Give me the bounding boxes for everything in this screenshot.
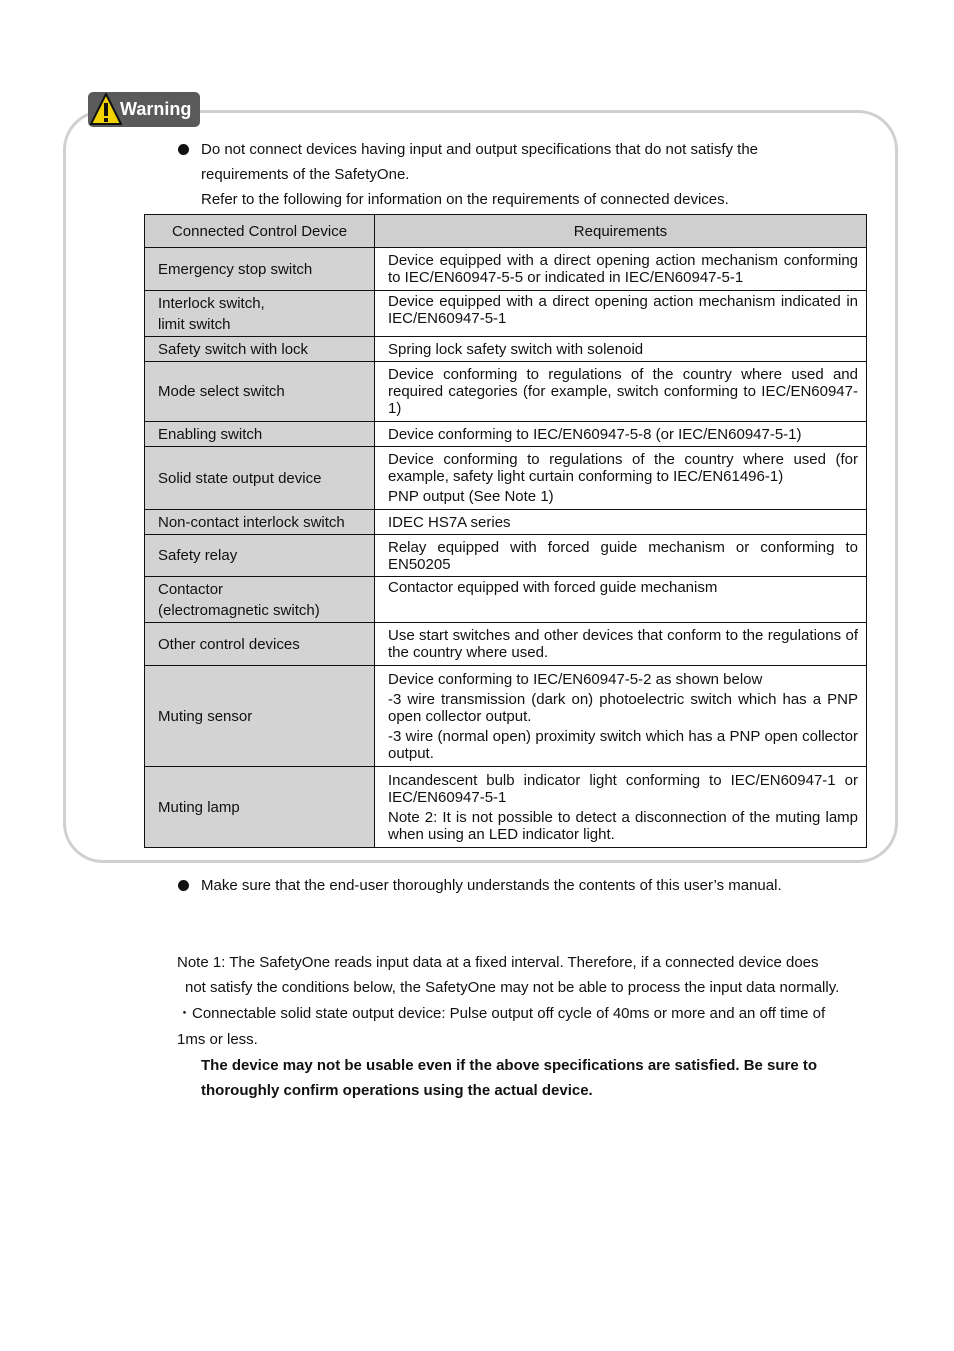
bullet1-line1: Do not connect devices having input and output specifications that do not satisfy the — [201, 141, 759, 158]
requirement-text: Use start switches and other devices that conform to the regulations of the country where used. — [388, 627, 858, 661]
device-text: Contactor — [158, 581, 224, 598]
requirement-cell — [375, 767, 867, 848]
warning-triangle-icon — [90, 93, 122, 126]
requirement-text: IDEC HS7A series — [388, 513, 511, 531]
table-row — [145, 577, 867, 623]
requirement-text: -3 wire (normal open) proximity switch which has a PNP open collector output. — [388, 727, 858, 762]
device-text: Emergency stop switch — [158, 260, 313, 278]
device-text: Muting lamp — [158, 798, 240, 816]
device-cell — [145, 535, 375, 577]
table-row — [145, 623, 867, 666]
requirement-text: Device conforming to IEC/EN60947-5-2 as shown below — [388, 670, 763, 688]
device-text: limit switch — [158, 315, 231, 333]
device-cell — [145, 767, 375, 848]
table-header-row — [145, 215, 867, 248]
requirement-text: Device conforming to regulations of the country where used (for example, safety light curtain conforming to IEC/EN61496-1) — [388, 451, 858, 485]
requirement-text: PNP output (See Note 1) — [388, 488, 554, 505]
device-cell — [145, 291, 375, 337]
bullet2-text: Make sure that the end-user thoroughly understands the contents of this user’s manual. — [201, 877, 782, 894]
requirement-text: Note 2: It is not possible to detect a disconnection of the muting lamp when using an LED indicator light. — [388, 808, 858, 843]
requirement-cell — [375, 535, 867, 577]
warning-badge — [88, 92, 200, 127]
table-row — [145, 362, 867, 422]
table-row — [145, 422, 867, 447]
requirement-cell — [375, 362, 867, 422]
requirement-text: Relay equipped with forced guide mechanism or conforming to EN50205 — [388, 538, 858, 573]
device-cell — [145, 362, 375, 422]
table-row — [145, 447, 867, 510]
requirement-text: -3 wire transmission (dark on) photoelectric switch which has a PNP open collector output. — [388, 690, 858, 725]
device-text: Non-contact interlock switch — [158, 513, 345, 531]
note1-line1: Note 1: The SafetyOne reads input data at a fixed interval. Therefore, if a connected device does — [177, 954, 819, 971]
device-cell — [145, 447, 375, 510]
requirement-cell — [375, 623, 867, 666]
note1-line3: ・Connectable solid state output device: Pulse output off cycle of 40ms or more and an off time of — [177, 1005, 826, 1022]
device-text: Enabling switch — [158, 425, 263, 443]
device-cell — [145, 248, 375, 291]
requirement-cell — [375, 577, 867, 623]
requirement-text: Device conforming to IEC/EN60947-5-8 (or IEC/EN60947-5-1) — [388, 425, 802, 443]
requirement-text: Device conforming to regulations of the country where used and required categories (for example, switch conforming to IEC/EN60947-1) — [388, 366, 858, 417]
device-text: Mode select switch — [158, 383, 285, 400]
device-text: Solid state output device — [158, 469, 322, 487]
requirement-cell — [375, 447, 867, 510]
note1-line2: not satisfy the conditions below, the SafetyOne may not be able to process the input data normally. — [185, 979, 840, 996]
note1-line4: 1ms or less. — [177, 1031, 258, 1048]
warning-label: Warning — [120, 99, 192, 119]
device-cell — [145, 577, 375, 623]
device-text: Interlock switch, — [158, 294, 265, 312]
table-row — [145, 666, 867, 767]
device-cell — [145, 337, 375, 362]
table-row — [145, 337, 867, 362]
table-row — [145, 510, 867, 535]
device-text: Other control devices — [158, 635, 300, 653]
table-row — [145, 535, 867, 577]
device-cell — [145, 510, 375, 535]
requirements-table — [144, 214, 867, 848]
bold-caution: The device may not be usable even if the above specifications are satisfied. Be sure to thoroughly confirm operations using the actual device. — [201, 1057, 818, 1099]
requirement-cell — [375, 291, 867, 337]
requirement-cell — [375, 337, 867, 362]
requirement-text: Device equipped with a direct opening action mechanism indicated in IEC/EN60947-5-1 — [388, 293, 858, 327]
table-row — [145, 291, 867, 337]
header-requirements: Requirements — [375, 215, 867, 248]
device-cell — [145, 422, 375, 447]
bullet-dot — [178, 880, 189, 891]
requirement-cell — [375, 666, 867, 767]
requirement-cell — [375, 422, 867, 447]
requirement-cell — [375, 510, 867, 535]
header-connected-device: Connected Control Device — [145, 215, 375, 248]
device-cell — [145, 666, 375, 767]
bullet1-line2: requirements of the SafetyOne. — [201, 166, 410, 183]
device-text: Safety relay — [158, 547, 238, 564]
requirement-text: Device equipped with a direct opening action mechanism conforming to IEC/EN60947-5-5 or indicated in IEC/EN60947-5-1 — [388, 252, 858, 286]
requirement-cell — [375, 248, 867, 291]
device-text: Muting sensor — [158, 707, 253, 725]
requirement-text: Contactor equipped with forced guide mechanism — [388, 579, 718, 596]
device-cell — [145, 623, 375, 666]
table-row — [145, 767, 867, 848]
bullet1-line3: Refer to the following for information on the requirements of connected devices. — [201, 191, 729, 208]
device-text: Safety switch with lock — [158, 340, 309, 358]
bullet-dot — [178, 144, 189, 155]
table-row — [145, 248, 867, 291]
requirement-text: Incandescent bulb indicator light conforming to IEC/EN60947-1 or IEC/EN60947-5-1 — [388, 771, 858, 806]
requirement-text: Spring lock safety switch with solenoid — [388, 340, 644, 358]
device-text: (electromagnetic switch) — [158, 602, 320, 619]
